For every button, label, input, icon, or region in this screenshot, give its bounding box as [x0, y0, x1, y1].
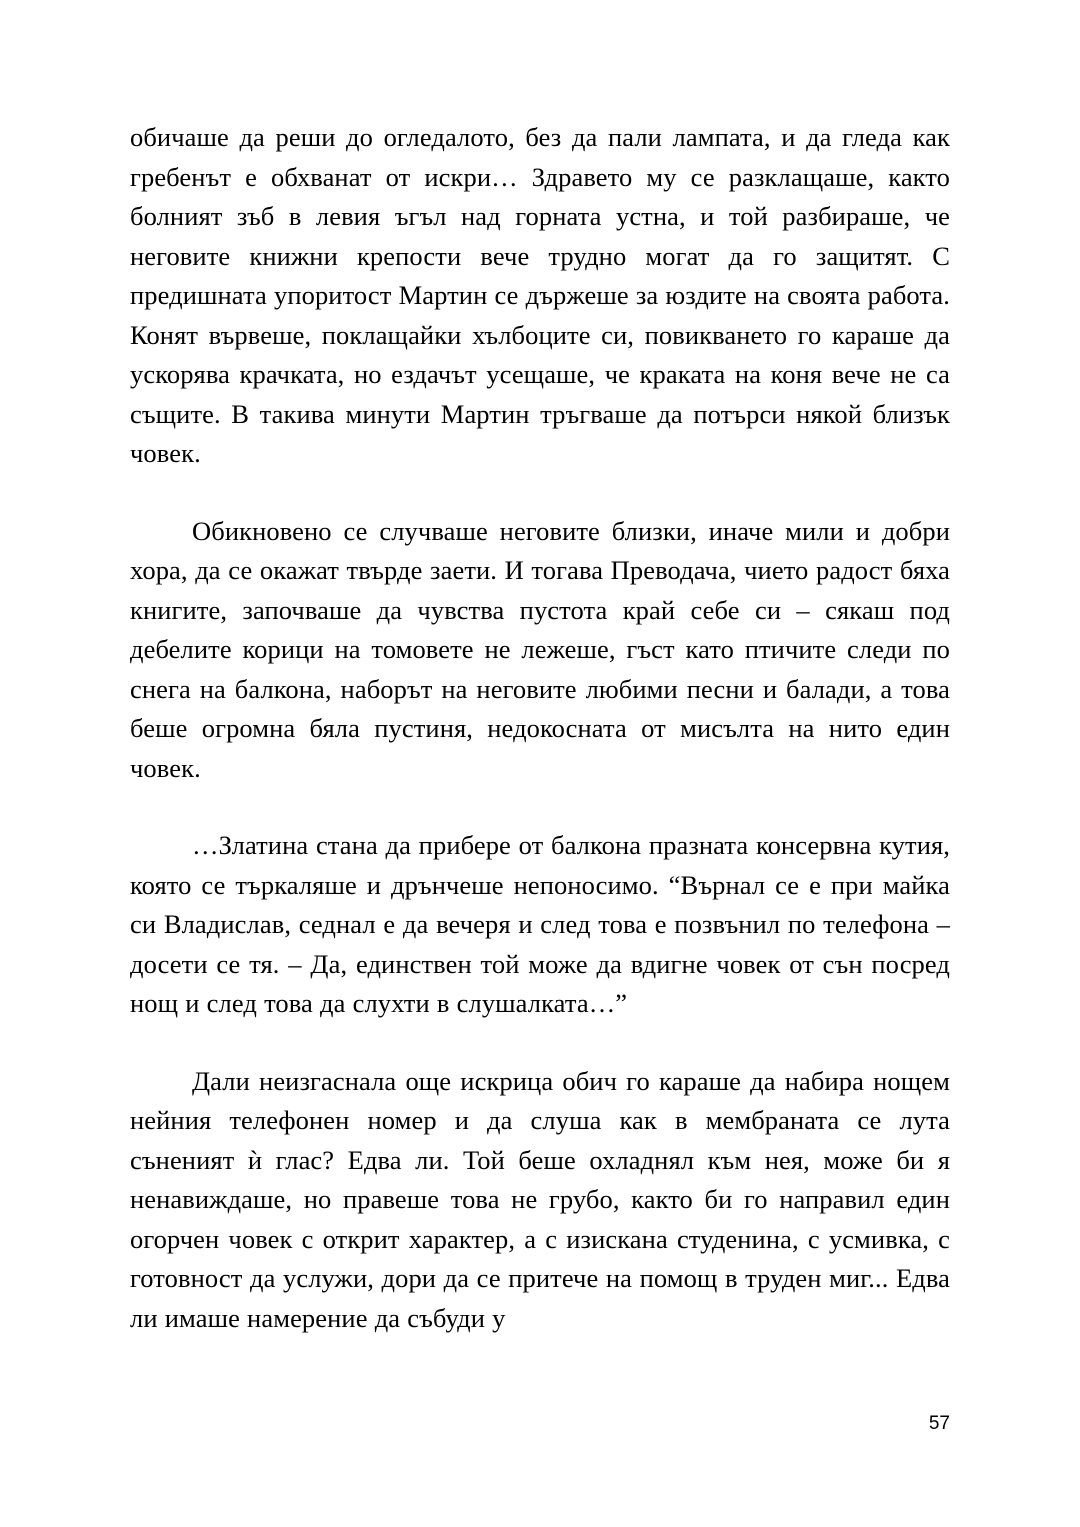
paragraph-1: обичаше да реши до огледалото, без да пали лампата, и да гледа как гребенът е обхванат от искри… Здравето му се разклащаше, както болният зъб в левия ъгъл над горната устна, и той разбираше, че неговите книжни крепости вече трудно могат да го защитят. С предишната упоритост Мартин се държеше за юздите на своята работа. Конят вървеше, поклащайки хълбоците си, повикването го караше да ускорява крачката, но ездачът усещаше, че краката на коня вече не са същите. В такива минути Мартин тръгваше да потърси някой близък човек. — [130, 122, 950, 468]
paragraph-4: Дали неизгаснала още искрица обич го караше да набира нощем нейния телефонен номер и да слуша как в мембраната се лута сънeният ѝ глас? Едва ли. Той беше охладнял към нея, може би я ненавиждаше, но правеше това не грубо, както би го направил един огорчен човек с открит характер, а с изискана студенина, с усмивка, с готовност да услужи, дори да се притече на помощ в труден миг... Едва ли имаше намерение да събуди у — [130, 1065, 950, 1333]
paragraph-2: Обикновено се случваше неговите близки, иначе мили и добри хора, да се окажат твърде заети. И тогава Преводача, чието радост бяха книгите, започваше да чувства пустота край себе си – сякаш под дебелите корици на томовете не лежеше, гъст като птичите следи по снега на балкона, наборът на неговите любими песни и балади, а това беше огромна бяла пустиня, недокосната от мисълта на нито един човек. — [130, 515, 950, 783]
body-text-column — [130, 118, 950, 1376]
paragraph-3: …Златина стана да прибере от балкона празната консервна кутия, която се търкаляше и дрънчеше непоносимо. “Върнал се е при майка си Владислав, седнал е да вечеря и след това е позвънил по телефона – досети се тя. – Да, единствен той може да вдигне човек от сън посред нощ и след това да слухти в слушалката…” — [130, 830, 950, 1018]
page-number: 57 — [928, 1413, 950, 1434]
